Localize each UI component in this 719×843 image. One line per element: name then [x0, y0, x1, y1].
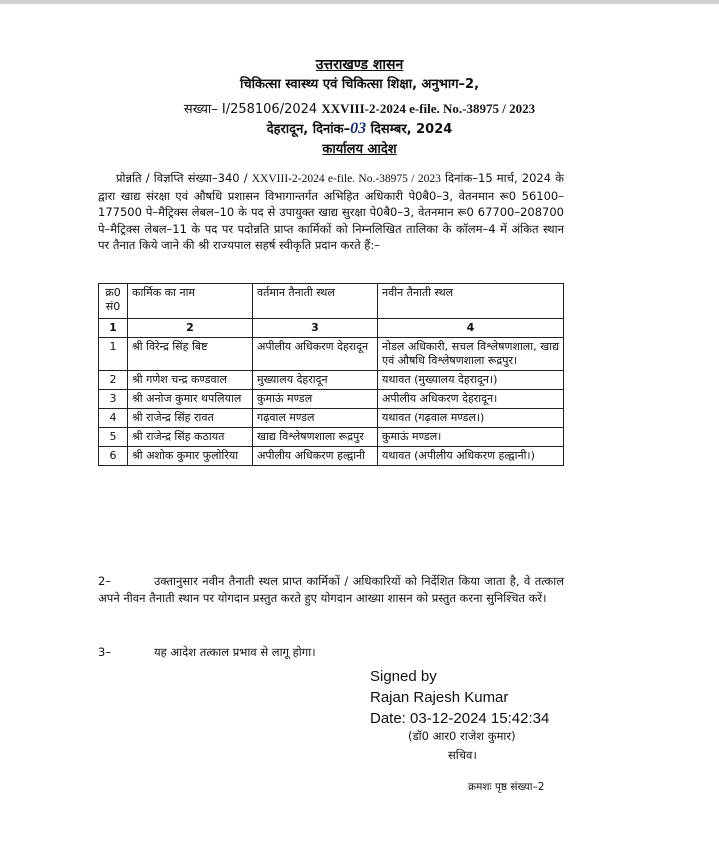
table-row: [99, 447, 564, 466]
cell-new: अपीलीय अधिकरण देहरादून।: [378, 390, 564, 409]
cell-new: नोडल अधिकारी, सचल विश्लेषणशाला, खाद्य एवं औषधि विश्लेषणशाला रूद्रपुर।: [378, 338, 564, 371]
cell-name: श्री अशोक कुमार फुलोरिया: [128, 447, 253, 466]
signature-date: Date: 03-12-2024 15:42:34: [370, 710, 550, 727]
continued-note: क्रमशः पृष्ठ संख्या–2: [468, 781, 545, 793]
cell-current: अपीलीय अधिकरण देहरादून: [253, 338, 378, 371]
cell-sno: 6: [99, 447, 128, 466]
cell-sno: 2: [99, 371, 128, 390]
cell-sno: 3: [99, 390, 128, 409]
table-row: [99, 409, 564, 428]
cell-new: यथावत (मुख्यालय देहरादून।): [378, 371, 564, 390]
paragraph-1-text-b: दिनांक–15 मार्च, 2024 के द्वारा खाद्य संरक्षा एवं औषधि प्रशासन विभागान्तर्गत अभिहित अधिकारी पे0बै0–3, वेतनमान रू0 56100–177500 पे–मैट्रिक्स लेबल–10 के पद से उपायुक्त खाद्य सुरक्षा पे0बै0–3, वेतनमान रू0 67700–208700 पे–मैट्रिक्स लेबल–11 के पद पर पदोन्नति प्राप्त कार्मिकों को निम्नलिखित तालिका के कॉलम–4 में अंकित स्थान पर तैनात किये जाने की श्री राज्यपाल सहर्ष स्वीकृति प्रदान करते हैं:–: [98, 171, 565, 252]
cell-sno: 4: [99, 409, 128, 428]
table-row: [99, 428, 564, 447]
signatory-name-hindi: (डॉ0 आर0 राजेश कुमार): [408, 729, 516, 743]
table-row: [99, 390, 564, 409]
place-date: [0, 120, 719, 139]
reference-prefix: सख्या– I/258106/2024: [183, 102, 318, 117]
paragraph-1-text-a: प्रोन्नति / विज्ञप्ति संख्या–340 /: [116, 171, 252, 185]
cell-name: श्री राजेन्द्र सिंह रावत: [128, 409, 253, 428]
cell-current: कुमाऊं मण्डल: [253, 390, 378, 409]
order-title: कार्यालय आदेश: [322, 142, 397, 157]
table-column-numbers: [99, 319, 564, 338]
reference-file-number: XXVIII-2-2024 e-file. No.-38975 / 2023: [321, 101, 536, 116]
paragraph-3-number: 3–: [98, 645, 112, 659]
cell-sno: 1: [99, 338, 128, 371]
cell-name: श्री विरेन्द्र सिंह बिष्ट: [128, 338, 253, 371]
cell-name: श्री अनोज कुमार थपलियाल: [128, 390, 253, 409]
signature-name: Rajan Rajesh Kumar: [370, 689, 509, 706]
paragraph-3: [98, 645, 316, 660]
paragraph-1: [98, 170, 564, 254]
paragraph-2-number: 2–: [98, 574, 112, 588]
digital-signature: [370, 666, 549, 729]
reference-number: [0, 100, 719, 119]
header-sno: क्र0 सं0: [99, 284, 128, 319]
paragraph-3-text: यह आदेश तत्काल प्रभाव से लागू होगा।: [154, 645, 316, 659]
cell-current: गढ़वाल मण्डल: [253, 409, 378, 428]
cell-sno: 5: [99, 428, 128, 447]
cell-new: यथावत (गढ़वाल मण्डल।): [378, 409, 564, 428]
scan-edge: [0, 0, 719, 4]
paragraph-2-text: उक्तानुसार नवीन तैनाती स्थल प्राप्त कार्मिकों / अधिकारियों को निर्देशित किया जाता है, वे तत्काल अपने नीवन तैनाती स्थान पर योगदान प्रस्तुत करते हुए योगदान आख्या शासन को प्रस्तुत करना सुनिश्चित करें।: [98, 574, 564, 605]
col-number-1: 1: [99, 319, 128, 338]
table-header-row: [99, 284, 564, 319]
government-title: उत्तराखण्ड शासन: [315, 57, 404, 73]
col-number-4: 4: [378, 319, 564, 338]
cell-current: खाद्य विश्लेषणशाला रूद्रपुर: [253, 428, 378, 447]
date-day: 03: [350, 120, 367, 137]
signature-signed-by: Signed by: [370, 668, 437, 685]
department-line: चिकित्सा स्वास्थ्य एवं चिकित्सा शिक्षा, अनुभाग–2,: [239, 77, 480, 92]
cell-name: श्री राजेन्द्र सिंह कठायत: [128, 428, 253, 447]
cell-name: श्री गणेश चन्द्र कण्डवाल: [128, 371, 253, 390]
cell-current: अपीलीय अधिकरण हल्द्वानी: [253, 447, 378, 466]
col-number-3: 3: [253, 319, 378, 338]
signatory-designation: सचिव।: [448, 748, 477, 762]
paragraph-2: [98, 573, 564, 607]
table-row: [99, 371, 564, 390]
table-row: [99, 338, 564, 371]
date-suffix: दिसम्बर, 2024: [370, 122, 453, 137]
cell-new: कुमाऊं मण्डल।: [378, 428, 564, 447]
header-name: कार्मिक का नाम: [128, 284, 253, 319]
cell-new: यथावत (अपीलीय अधिकरण हल्द्वानी।): [378, 447, 564, 466]
col-number-2: 2: [128, 319, 253, 338]
date-prefix: देहरादून, दिनांक–: [266, 122, 351, 137]
paragraph-1-ref: XXVIII-2-2024 e-file. No.-38975 / 2023: [251, 173, 441, 185]
header-current-posting: वर्तमान तैनाती स्थल: [253, 284, 378, 319]
posting-table: [98, 283, 564, 466]
cell-current: मुख्यालय देहरादून: [253, 371, 378, 390]
header-new-posting: नवीन तैनाती स्थल: [378, 284, 564, 319]
